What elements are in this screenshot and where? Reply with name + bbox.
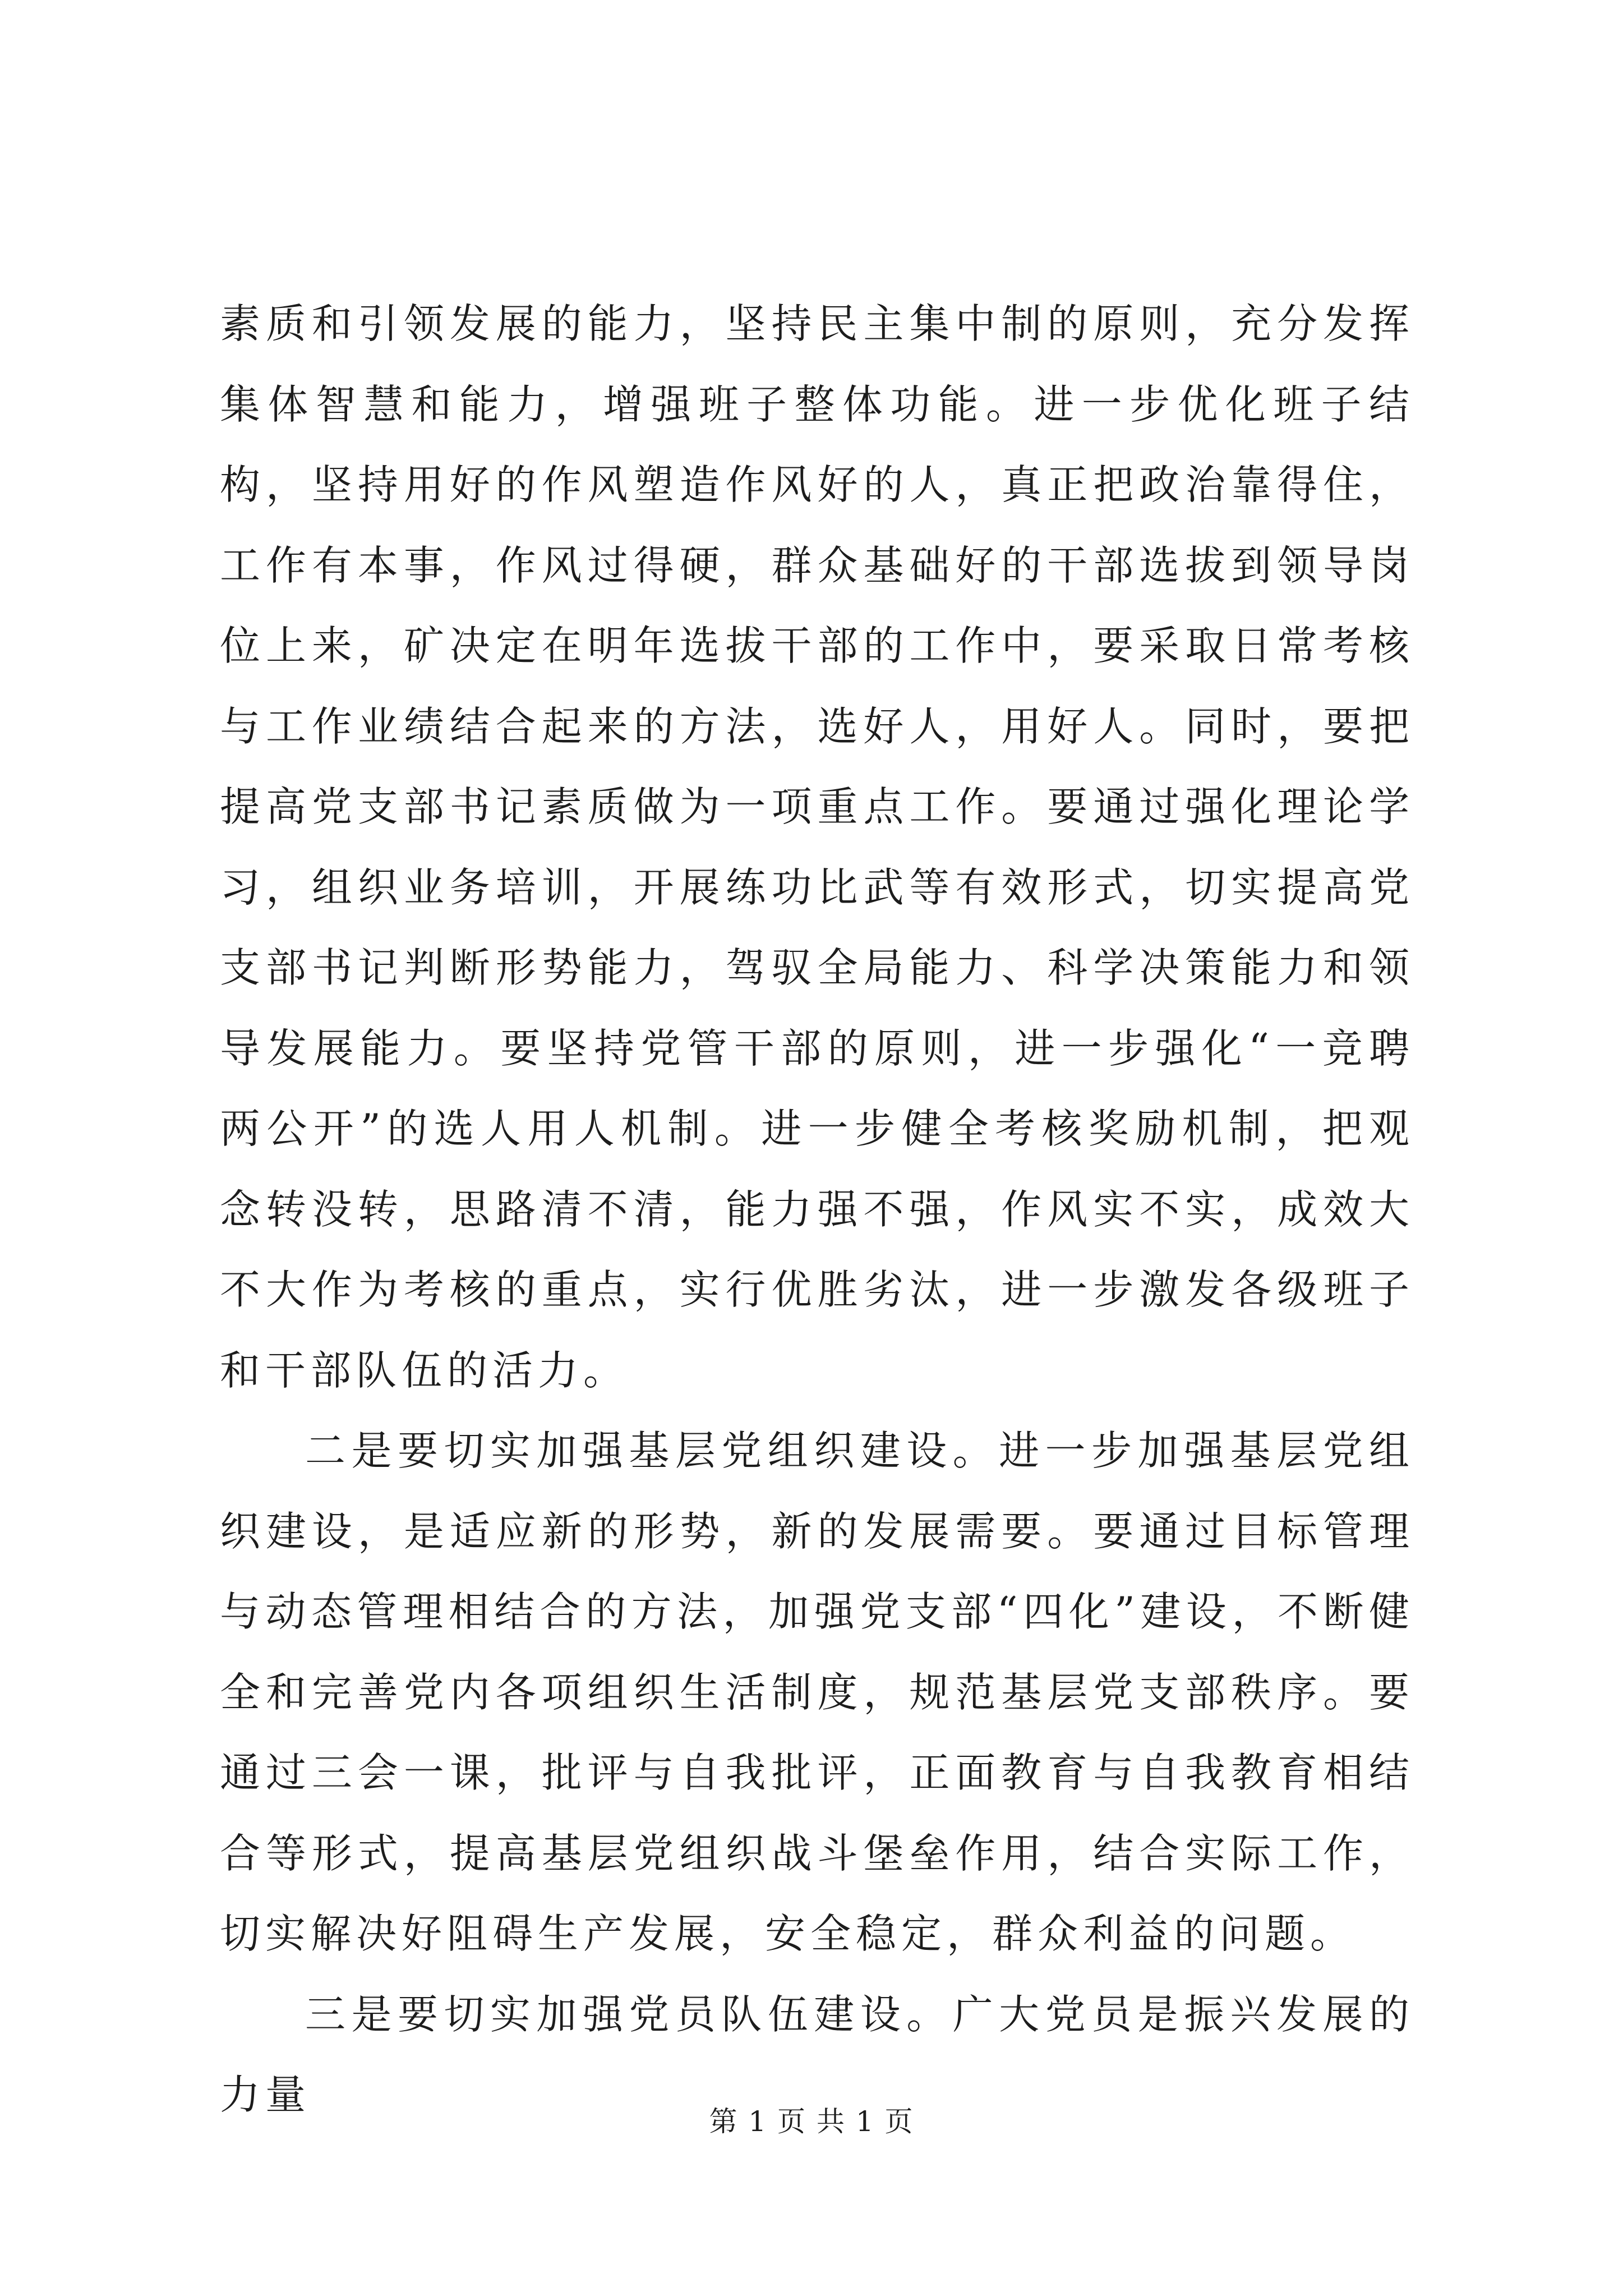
document-body: [220, 284, 1414, 2136]
paragraph-3: 三是要切实加强党员队伍建设。广大党员是振兴发展的力量: [220, 1990, 1414, 2118]
page-footer: 第 1 页 共 1 页: [709, 2105, 914, 2138]
paragraph-2: 二是要切实加强基层党组织建设。进一步加强基层党组织建设，是适应新的形势，新的发展需要。要通过目标管理与动态管理相结合的方法，加强党支部“四化”建设，不断健全和完善党内各项组织生活制度，规范基层党支部秩序。要通过三会一课，批评与自我批评，正面教育与自我教育相结合等形式，提高基层党组织战斗堡垒作用，结合实际工作，切实解决好阻碍生产发展，安全稳定，群众利益的问题。: [220, 1427, 1414, 1957]
paragraph-1: 素质和引领发展的能力，坚持民主集中制的原则，充分发挥集体智慧和能力，增强班子整体功能。进一步优化班子结构，坚持用好的作风塑造作风好的人，真正把政治靠得住，工作有本事，作风过得硬，群众基础好的干部选拔到领导岗位上来，矿决定在明年选拔干部的工作中，要采取日常考核与工作业绩结合起来的方法，选好人，用好人。同时，要把提高党支部书记素质做为一项重点工作。要通过强化理论学习，组织业务培训，开展练功比武等有效形式，切实提高党支部书记判断形势能力，驾驭全局能力、科学决策能力和领导发展能力。要坚持党管干部的原则，进一步强化“一竞聘两公开”的选人用人机制。进一步健全考核奖励机制，把观念转没转，思路清不清，能力强不强，作风实不实，成效大不大作为考核的重点，实行优胜劣汰，进一步激发各级班子和干部队伍的活力。: [220, 300, 1414, 1394]
